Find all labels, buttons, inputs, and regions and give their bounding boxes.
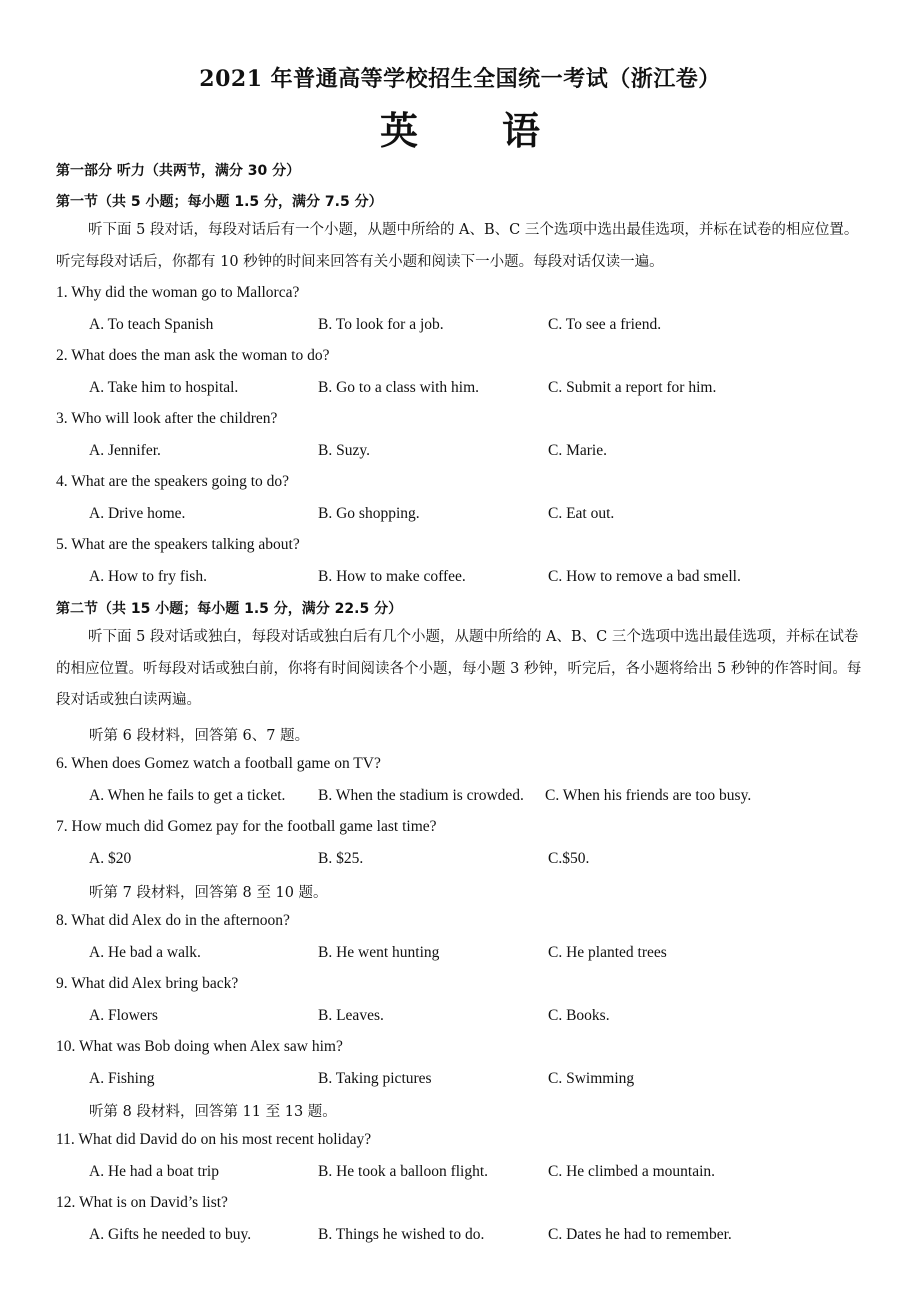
section2-heading: 第二节（共 15 小题；每小题 1.5 分，满分 22.5 分） <box>56 601 403 617</box>
option-a: A. Fishing <box>89 1070 155 1087</box>
option-c: C. Marie. <box>548 442 607 459</box>
option-a: A. Flowers <box>89 1007 158 1024</box>
exam-title: 2021 年普通高等学校招生全国统一考试（浙江卷） <box>199 66 721 92</box>
section1-heading: 第一节（共 5 小题；每小题 1.5 分，满分 7.5 分） <box>56 194 383 210</box>
option-a: A. To teach Spanish <box>89 316 214 333</box>
option-b: B. $25. <box>318 850 364 867</box>
option-c: C. He climbed a mountain. <box>548 1163 716 1180</box>
question-text: 10. What was Bob doing when Alex saw him? <box>56 1038 343 1055</box>
question-text: 2. What does the man ask the woman to do? <box>56 347 330 364</box>
option-c: C. When his friends are too busy. <box>545 787 752 804</box>
option-b: B. How to make coffee. <box>318 568 466 585</box>
material-note: 听第 6 段材料，回答第 6、7 题。 <box>89 728 310 744</box>
option-c: C. Swimming <box>548 1070 635 1087</box>
option-c: C. Books. <box>548 1007 610 1024</box>
material-note: 听第 8 段材料，回答第 11 至 13 题。 <box>89 1104 337 1120</box>
subject-title <box>0 100 920 155</box>
option-a: A. Drive home. <box>89 505 186 522</box>
subject-char-2: 语 <box>502 108 541 153</box>
option-a: A. How to fry fish. <box>89 568 207 585</box>
question-text: 3. Who will look after the children? <box>56 410 278 427</box>
part1-heading: 第一部分 听力（共两节，满分 30 分） <box>56 163 301 179</box>
section2-instructions: 听下面 5 段对话或独白，每段对话或独白后有几个小题，从题中所给的 A、B、C 三个选项中选出最佳选项，并标在试卷的相应位置。听每段对话或独白前，你将有时间阅读各个小题，每小题 3 秒钟，听完后，各小题将给出 5 秒钟的作答时间。每段对话或独白读两遍。 <box>56 629 862 708</box>
option-b: B. To look for a job. <box>318 316 444 333</box>
question-text: 1. Why did the woman go to Mallorca? <box>56 284 300 301</box>
option-a: A. Jennifer. <box>89 442 161 459</box>
option-b: B. Go to a class with him. <box>318 379 480 396</box>
option-b: B. He went hunting <box>318 944 440 961</box>
option-b: B. He took a balloon flight. <box>318 1163 489 1180</box>
question-text: 12. What is on David’s list? <box>56 1194 228 1211</box>
option-c: C. He planted trees <box>548 944 667 961</box>
option-a: A. Gifts he needed to buy. <box>89 1226 252 1243</box>
option-a: A. He bad a walk. <box>89 944 201 961</box>
option-c: C.$50. <box>548 850 590 867</box>
option-b: B. Leaves. <box>318 1007 384 1024</box>
question-text: 6. When does Gomez watch a football game on TV? <box>56 755 381 772</box>
question-text: 9. What did Alex bring back? <box>56 975 239 992</box>
question-text: 7. How much did Gomez pay for the football game last time? <box>56 818 437 835</box>
option-c: C. How to remove a bad smell. <box>548 568 741 585</box>
option-c: C. Dates he had to remember. <box>548 1226 732 1243</box>
subject-char-1: 英 <box>379 108 418 153</box>
option-c: C. Submit a report for him. <box>548 379 717 396</box>
option-a: A. He had a boat trip <box>89 1163 219 1180</box>
question-text: 4. What are the speakers going to do? <box>56 473 289 490</box>
question-text: 11. What did David do on his most recent holiday? <box>56 1131 372 1148</box>
option-c: C. To see a friend. <box>548 316 662 333</box>
section1-instructions: 听下面 5 段对话，每段对话后有一个小题，从题中所给的 A、B、C 三个选项中选出最佳选项，并标在试卷的相应位置。听完每段对话后，你都有 10 秒钟的时间来回答有关小题和阅读下一小题。每段对话仅读一遍。 <box>56 222 859 270</box>
option-a: A. $20 <box>89 850 132 867</box>
question-text: 8. What did Alex do in the afternoon? <box>56 912 290 929</box>
option-b: B. When the stadium is crowded. <box>318 787 524 804</box>
material-note: 听第 7 段材料，回答第 8 至 10 题。 <box>89 885 328 901</box>
question-text: 5. What are the speakers talking about? <box>56 536 300 553</box>
option-b: B. Go shopping. <box>318 505 420 522</box>
option-a: A. Take him to hospital. <box>89 379 239 396</box>
option-a: A. When he fails to get a ticket. <box>89 787 286 804</box>
option-b: B. Things he wished to do. <box>318 1226 485 1243</box>
option-b: B. Suzy. <box>318 442 370 459</box>
option-c: C. Eat out. <box>548 505 615 522</box>
option-b: B. Taking pictures <box>318 1070 432 1087</box>
